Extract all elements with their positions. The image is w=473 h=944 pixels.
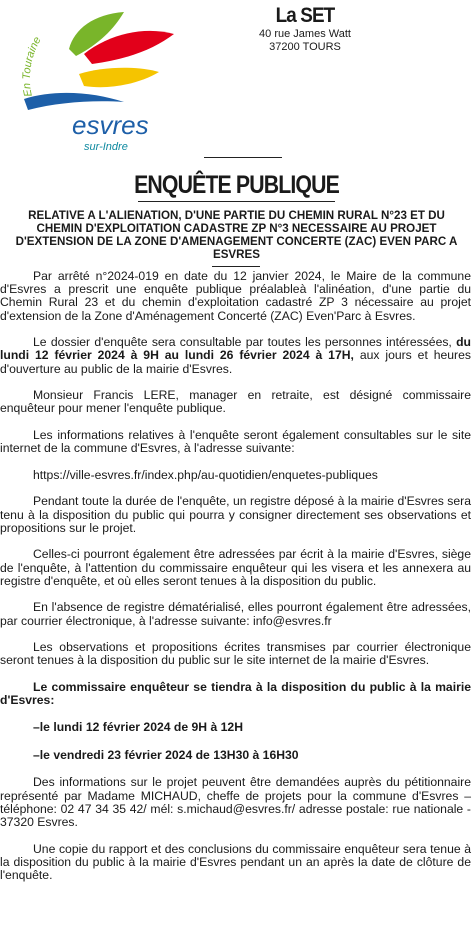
paragraph-ecrit: Celles-ci pourront également être adressées par écrit à la mairie d'Esvres, siège de l'enquête, à l'attention du commissaire enquêteur qui les visera et les annexera au registre d'enquête, et où elles seront tenues à la disposition du public. — [0, 547, 471, 588]
paragraph-dossier — [0, 336, 471, 376]
esvres-logo — [14, 4, 184, 154]
paragraph-permanences — [0, 681, 471, 707]
permanence-1 — [0, 721, 471, 734]
notice-body — [0, 270, 471, 896]
esvres-logo-graphic — [14, 4, 184, 154]
title-underline — [138, 201, 335, 202]
svg-text:En Touraine — [21, 35, 44, 98]
subtitle-underline — [212, 266, 260, 267]
paragraph-arrete: Par arrêté n°2024-019 en date du 12 janvier 2024, le Maire de la commune d'Esvres a prescrit une enquête publique préalableà l'alinéation, d'une partie du Chemin Rural 23 et du chemin d'exploitation cadastré ZP 3 nécessaire au projet d'extension de la Zone d'Aménagement Concerté (ZAC) Even'Parc à Esvres. — [0, 269, 471, 323]
dossier-text-a: Le dossier d'enquête sera consultable par toutes les personnes intéressées, — [33, 335, 457, 350]
paragraph-rapport: Une copie du rapport et des conclusions du commissaire enquêteur sera tenue à la disposition du public à la mairie d'Esvres pendant un an après la date de clôture de l'enquête. — [0, 841, 471, 882]
addressee-name: La SET — [275, 4, 335, 27]
addressee-city: 37200 TOURS — [269, 41, 341, 53]
permanences-heading: Le commissaire enquêteur se tiendra à la disposition du public à la mairie d'Esvres: — [0, 679, 471, 708]
separator-rule — [204, 157, 282, 158]
logo-blue-wave — [24, 93, 124, 110]
paragraph-informations: Les informations relatives à l'enquête seront également consultables sur le site internet de la commune d'Esvres, à l'adresse suivante: — [0, 428, 471, 456]
page-title-text: ENQUÊTE PUBLIQUE — [134, 171, 339, 199]
addressee-street: 40 rue James Watt — [259, 28, 351, 40]
logo-sub: sur-Indre — [84, 141, 128, 153]
dossier-text-c: aux jours et heures d'ouverture au public de la mairie d'Esvres. — [0, 348, 471, 376]
paragraph-contact: Des informations sur le projet peuvent être demandées auprès du pétitionnaire représenté par Madame MICHAUD, cheffe de projets pour la commune d'Esvres – téléphone: 02 47 34 35 42/ mél: s.michaud@esvres.fr/ adresse postale: rue nationale - 37320 Esvres. — [0, 775, 471, 829]
page-title — [0, 170, 473, 200]
logo-name: esvres — [72, 110, 149, 140]
addressee-block — [230, 4, 380, 54]
dossier-dates: du lundi 12 février 2024 à 9H au lundi 26 février 2024 à 17H, — [0, 335, 471, 363]
permanence-1-text: –le lundi 12 février 2024 de 9H à 12H — [33, 719, 244, 734]
logo-arc-text: En Touraine — [20, 34, 44, 98]
paragraph-email: En l'absence de registre dématérialisé, elles pourront également être adressées, par courrier électronique, à l'adresse suivante: info@esvres.fr — [0, 600, 471, 628]
permanence-2-text: –le vendredi 23 février 2024 de 13H30 à 16H30 — [33, 747, 299, 762]
paragraph-registre: Pendant toute la durée de l'enquête, un registre déposé à la mairie d'Esvres sera tenu à la disposition du public qui pourra y consigner directement ses observations et propositions sur le projet. — [0, 494, 471, 535]
paragraph-observations: Les observations et propositions écrites transmises par courrier électronique seront tenues à la disposition du public sur le site internet de la mairie d'Esvres. — [0, 640, 471, 668]
website-link[interactable]: https://ville-esvres.fr/index.php/au-quotidien/enquetes-publiques — [33, 467, 378, 482]
paragraph-commissaire: Monsieur Francis LERE, manager en retraite, est désigné commissaire enquêteur pour mener l'enquête publique. — [0, 388, 471, 416]
logo-yellow-leaf — [79, 68, 159, 88]
permanence-2 — [0, 749, 471, 762]
notice-subtitle: RELATIVE A L'ALIENATION, D'UNE PARTIE DU CHEMIN RURAL N°23 ET DU CHEMIN D'EXPLOITATION CADASTRE ZP N°3 NECESSAIRE AU PROJET D'EXTENSION DE LA ZONE D'AMENAGEMENT CONCERTE (ZAC) EVEN PARC A ESVRES — [15, 209, 458, 261]
